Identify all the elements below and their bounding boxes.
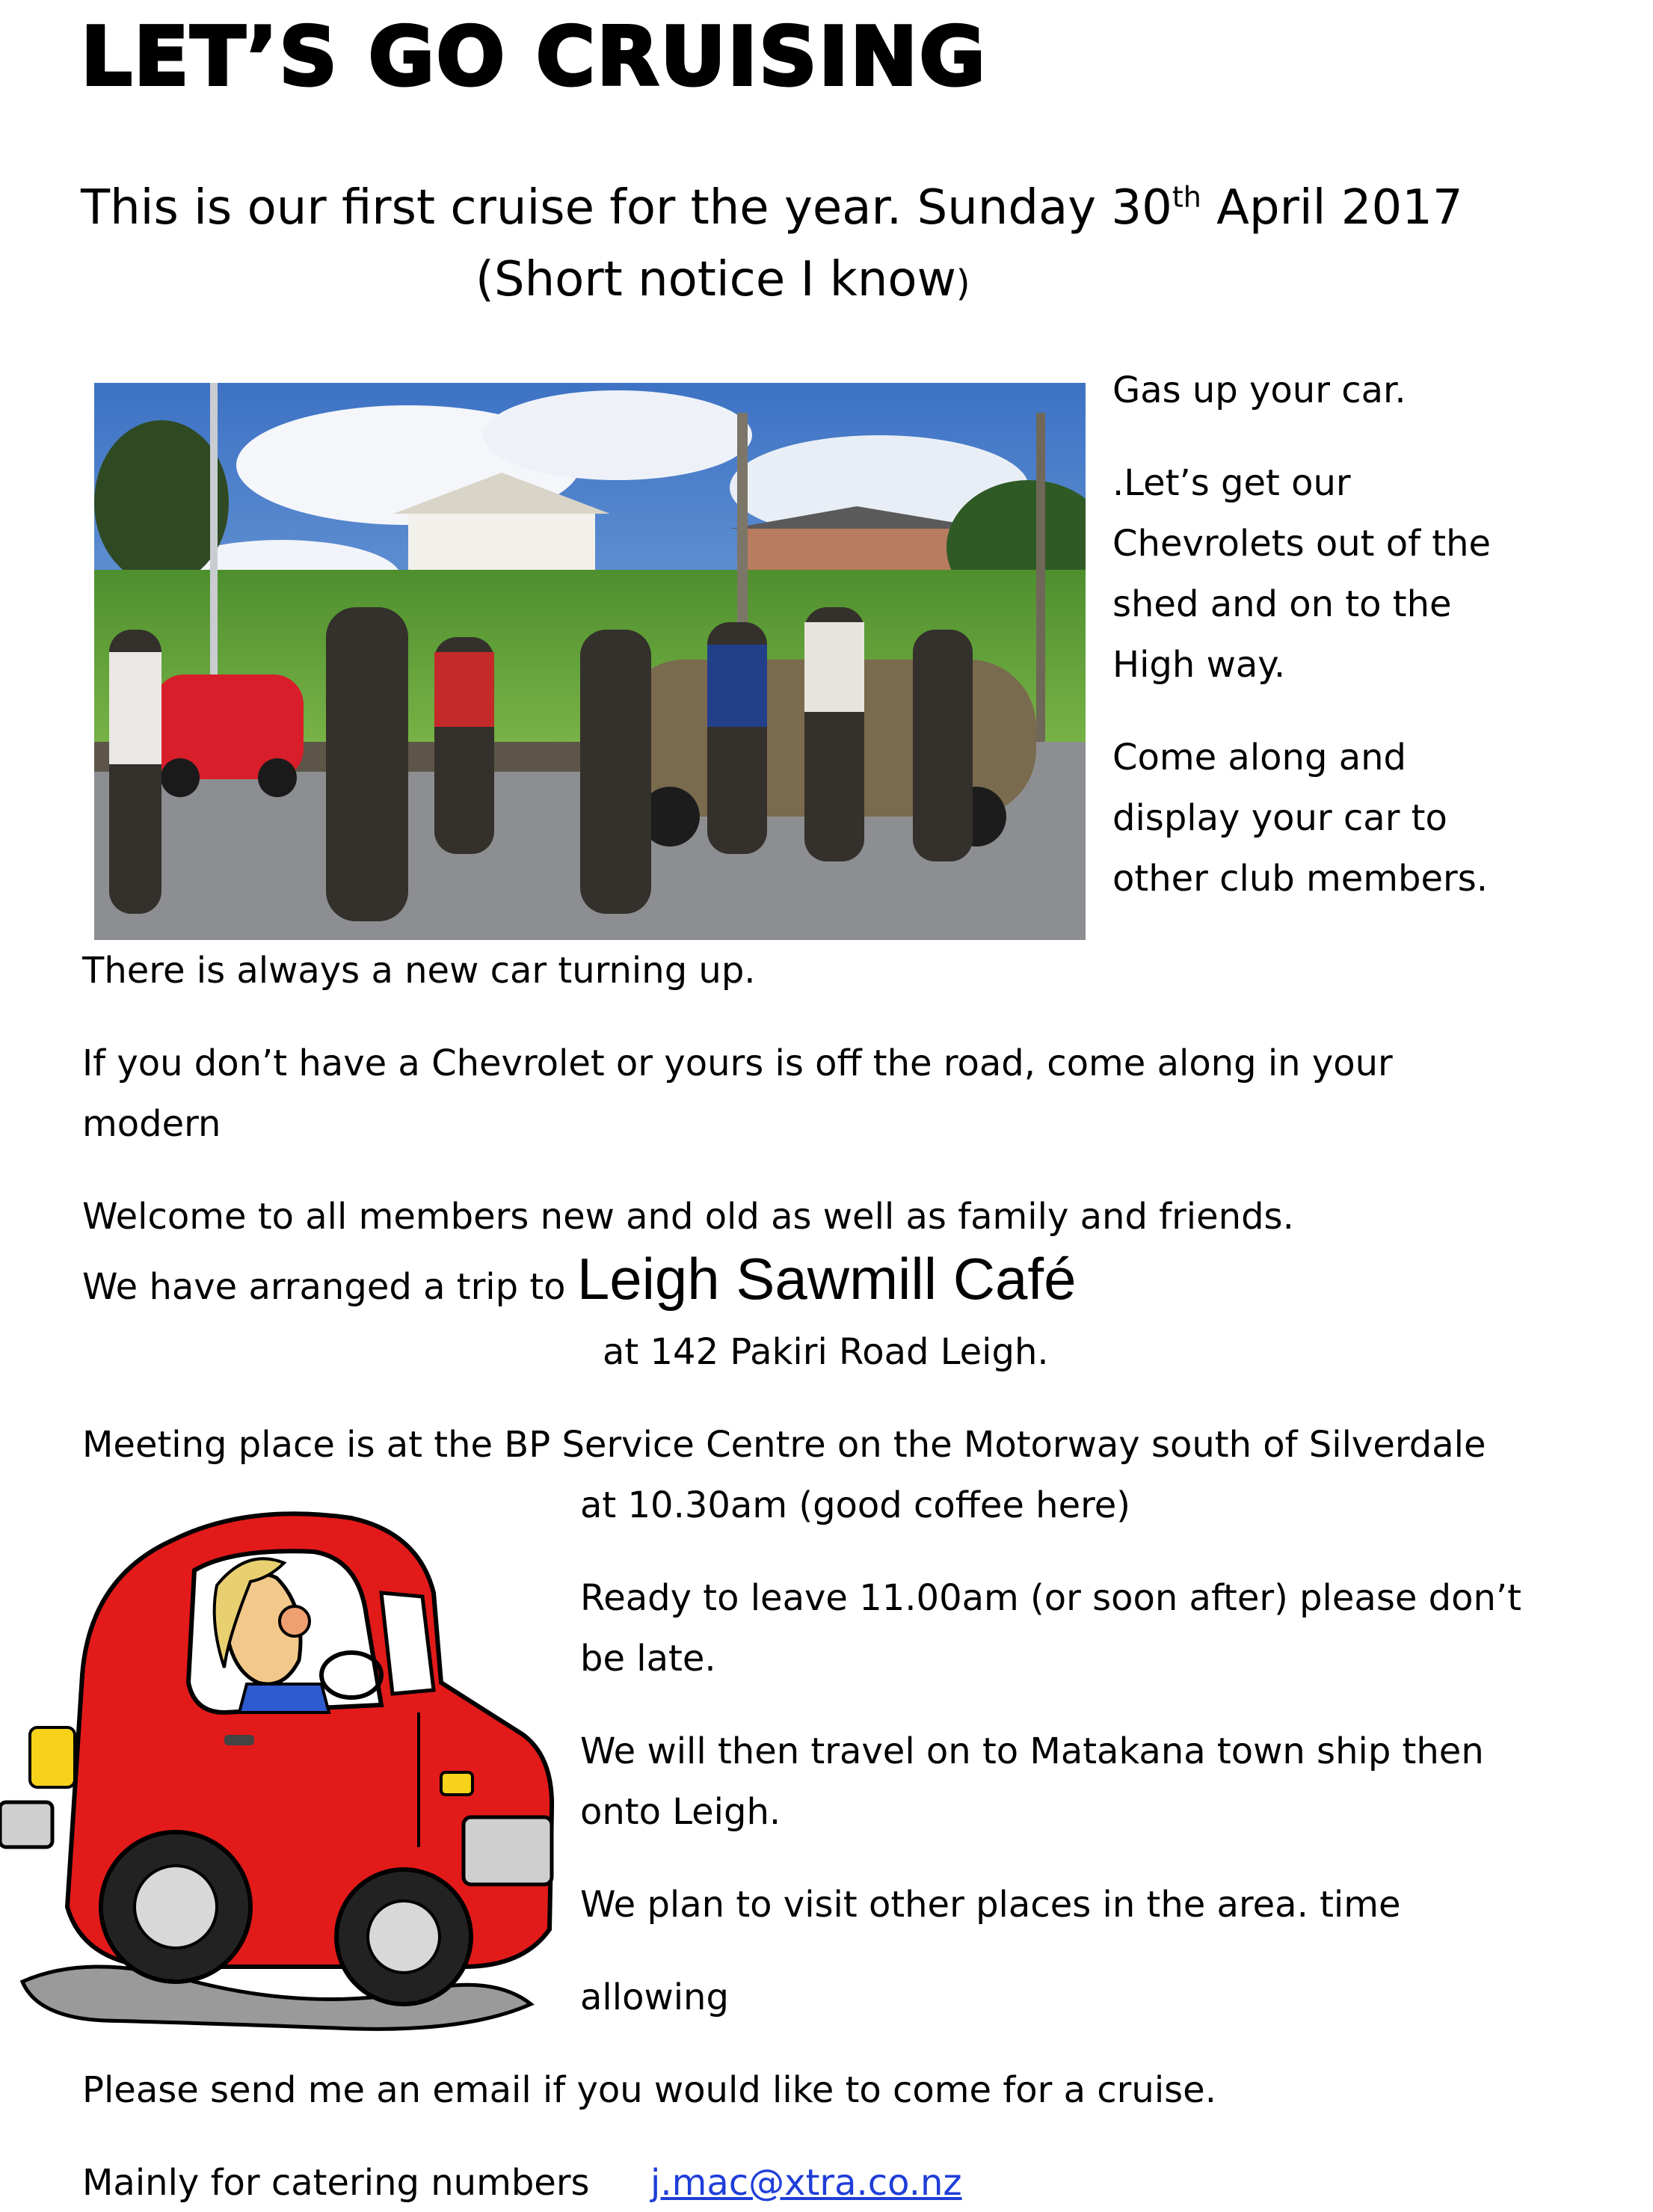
visit-line-2: allowing — [580, 1976, 729, 2018]
chevrolets-line-4: High way. — [1112, 644, 1286, 686]
page-title: LET’S GO CRUISING — [81, 10, 988, 104]
come-along-line-3: other club members. — [1112, 858, 1489, 900]
subtitle-ordinal: th — [1172, 180, 1201, 214]
subtitle-month-year: April 2017 — [1201, 180, 1463, 236]
subtitle-paren: ) — [955, 262, 970, 304]
email-link[interactable]: j.mac@xtra.co.nz — [650, 2162, 962, 2204]
club-meeting-photo — [94, 383, 1086, 940]
travel-line-1: We will then travel on to Matakana town ship then — [580, 1730, 1484, 1772]
new-car-text: There is always a new car turning up. — [82, 950, 756, 992]
chevrolets-line-2: Chevrolets out of the — [1112, 523, 1492, 565]
modern-line-2: modern — [82, 1103, 221, 1145]
trip-destination: Leigh Sawmill Café — [576, 1246, 1077, 1312]
trip-intro: We have arranged a trip to — [82, 1266, 577, 1308]
catering-text: Mainly for catering numbers — [82, 2162, 590, 2204]
modern-line-1: If you don’t have a Chevrolet or yours is off the road, come along in your — [82, 1042, 1393, 1084]
visit-line-1: We plan to visit other places in the area. time — [580, 1884, 1401, 1926]
trip-line — [82, 1232, 1076, 1326]
gas-up-text: Gas up your car. — [1112, 369, 1406, 411]
subtitle-line-1 — [81, 179, 1463, 237]
welcome-text: Welcome to all members new and old as well as family and friends. — [82, 1196, 1294, 1238]
ready-line-1: Ready to leave 11.00am (or soon after) please don’t — [580, 1577, 1521, 1619]
come-along-line-2: display your car to — [1112, 797, 1447, 839]
meeting-time-text: at 10.30am (good coffee here) — [580, 1484, 1131, 1526]
come-along-line-1: Come along and — [1112, 737, 1406, 778]
email-request-text: Please send me an email if you would like to come for a cruise. — [82, 2069, 1216, 2111]
meeting-place-text: Meeting place is at the BP Service Centre on the Motorway south of Silverdale — [82, 1424, 1486, 1466]
trip-address: at 142 Pakiri Road Leigh. — [603, 1331, 1049, 1373]
ready-line-2: be late. — [580, 1638, 716, 1680]
subtitle-line-2 — [475, 251, 970, 309]
chevrolets-line-1: .Let’s get our — [1112, 462, 1351, 504]
subtitle-date-text: This is our first cruise for the year. Sunday 30 — [81, 180, 1172, 236]
cartoon-car-illustration — [0, 1488, 561, 2042]
travel-line-2: onto Leigh. — [580, 1791, 781, 1833]
chevrolets-line-3: shed and on to the — [1112, 583, 1452, 625]
subtitle-notice: (Short notice I know — [475, 252, 956, 307]
